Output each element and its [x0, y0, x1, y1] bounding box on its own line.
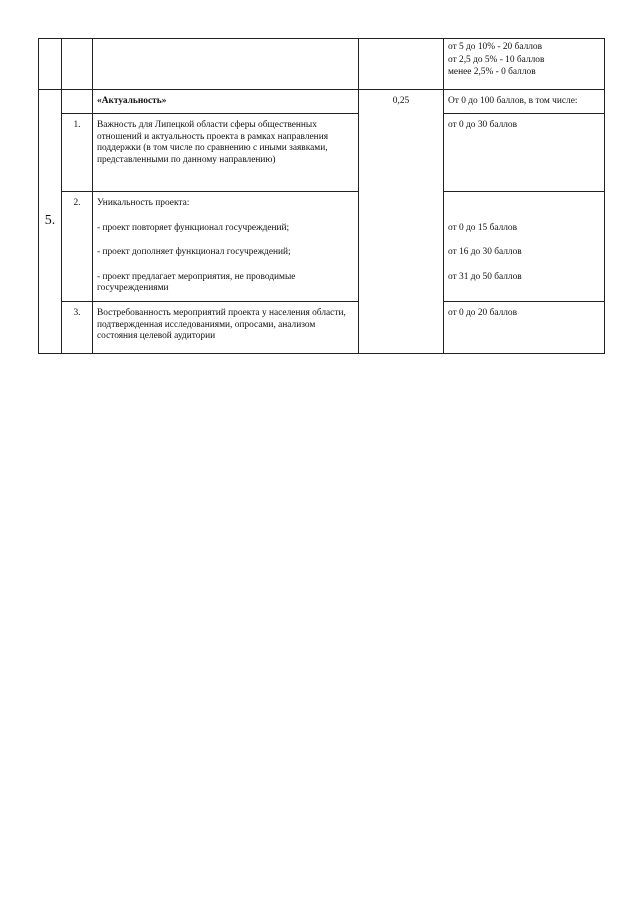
table-row-section-header [39, 90, 605, 114]
criterion-score [444, 192, 605, 302]
section-cell-empty [39, 39, 62, 90]
score-line: от 5 до 10% - 20 баллов [448, 42, 543, 52]
score-line: от 2,5 до 5% - 10 баллов [448, 54, 545, 65]
section-score-total: От 0 до 100 баллов, в том числе: [444, 90, 605, 114]
criterion-text: Востребованность мероприятий проекта у населения области, подтвержденная исследованиями, опросами, анализом состояния целевой аудитории [93, 302, 359, 354]
section-number: 5. [39, 90, 62, 354]
criterion-score: от 0 до 20 баллов [444, 302, 605, 354]
score-line: менее 2,5% - 0 баллов [448, 67, 536, 78]
number-cell-empty [62, 90, 93, 114]
option-score: от 16 до 30 баллов [448, 247, 522, 258]
table-row [39, 192, 605, 302]
criterion-cell-empty [93, 39, 359, 90]
criteria-table [38, 38, 605, 354]
row-number: 3. [62, 302, 93, 354]
criterion-text: Важность для Липецкой области сферы общественных отношений и актуальность проекта в рамках направления поддержки (в том числе по сравнению с иными заявками, представленными по данному направлению) [93, 114, 359, 192]
table-row [39, 114, 605, 192]
section-title: «Актуальность» [93, 90, 359, 114]
section-weight: 0,25 [359, 90, 444, 354]
criterion-option: - проект дополняет функционал госучреждений; [97, 247, 291, 258]
number-cell-empty [62, 39, 93, 90]
criterion-option: - проект повторяет функционал госучреждений; [97, 222, 290, 233]
criterion-heading: Уникальность проекта: [97, 198, 190, 208]
option-score: от 0 до 15 баллов [448, 222, 518, 233]
row-number: 2. [62, 192, 93, 302]
score-cell [444, 39, 605, 90]
weight-cell-empty [359, 39, 444, 90]
table-row-continuation [39, 39, 605, 90]
table-row [39, 302, 605, 354]
option-score: от 31 до 50 баллов [448, 271, 522, 282]
criterion-score: от 0 до 30 баллов [444, 114, 605, 192]
criterion-text [93, 192, 359, 302]
row-number: 1. [62, 114, 93, 192]
criterion-option: - проект предлагает мероприятия, не проводимые госучреждениями [97, 271, 296, 294]
